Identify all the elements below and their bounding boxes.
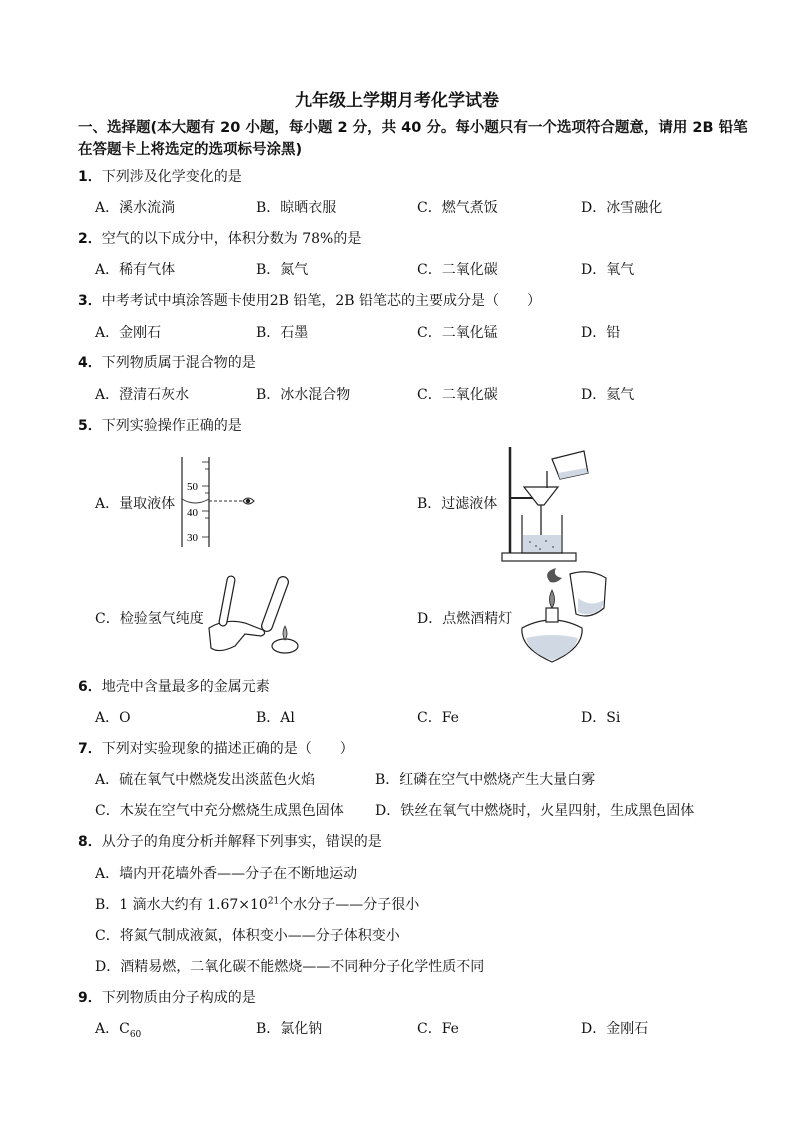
- option-c[interactable]: C．燃气煮饭: [417, 200, 498, 216]
- alcohol-lamp-figure: [512, 568, 612, 668]
- question-number: 6．: [78, 679, 102, 695]
- option-b[interactable]: B．Al: [256, 710, 295, 726]
- option-c[interactable]: C．二氧化锰: [417, 325, 498, 341]
- option-b[interactable]: [95, 894, 419, 914]
- page-title: 九年级上学期月考化学试卷: [295, 91, 499, 111]
- question-1: [78, 166, 242, 186]
- option-a[interactable]: A．量取液体: [95, 496, 176, 512]
- hydrogen-purity-figure: [205, 568, 325, 663]
- question-7: [78, 738, 354, 758]
- option-a[interactable]: A．稀有气体: [95, 262, 176, 278]
- option-a[interactable]: A．墙内开花墙外香——分子在不断地运动: [95, 866, 358, 882]
- question-number: 5．: [78, 418, 102, 434]
- cylinder-mark-30: 30: [187, 532, 198, 544]
- measuring-cylinder-figure: [180, 455, 270, 550]
- option-b-text-tail: 个水分子——分子很小: [279, 897, 420, 913]
- question-number: 2．: [78, 231, 102, 247]
- question-number: 7．: [78, 741, 102, 757]
- question-6: [78, 676, 270, 696]
- option-d[interactable]: D．Si: [581, 710, 621, 726]
- option-b[interactable]: B．石墨: [256, 325, 309, 341]
- option-d[interactable]: D．点燃酒精灯: [417, 611, 513, 627]
- option-b[interactable]: B．晾晒衣服: [256, 200, 337, 216]
- option-b[interactable]: B．氯化钠: [256, 1021, 323, 1037]
- option-d[interactable]: D．金刚石: [581, 1021, 649, 1037]
- option-d[interactable]: D．铅: [581, 325, 621, 341]
- option-c[interactable]: C．二氧化碳: [417, 262, 498, 278]
- option-c[interactable]: C．木炭在空气中充分燃烧生成黑色固体: [95, 803, 344, 819]
- question-stem: 下列对实验现象的描述正确的是（ ）: [101, 741, 354, 757]
- exponent: 21: [267, 896, 280, 907]
- question-stem: 中考考试中填涂答题卡使用2B 铅笔，2B 铅笔芯的主要成分是（ ）: [101, 293, 542, 309]
- question-stem: 下列物质由分子构成的是: [101, 990, 256, 1006]
- question-number: 3．: [78, 293, 102, 309]
- question-8: [78, 831, 382, 851]
- question-number: 9．: [78, 990, 102, 1006]
- question-number: 8．: [78, 834, 102, 850]
- question-stem: 下列物质属于混合物的是: [101, 355, 256, 371]
- question-2: [78, 228, 361, 248]
- question-number: 1．: [78, 169, 102, 185]
- option-b[interactable]: B．红磷在空气中燃烧产生大量白雾: [375, 772, 596, 788]
- option-a[interactable]: A．O: [95, 710, 131, 726]
- option-a[interactable]: A．金刚石: [95, 325, 162, 341]
- question-stem: 下列涉及化学变化的是: [101, 169, 242, 185]
- question-stem: 下列实验操作正确的是: [101, 418, 242, 434]
- option-c[interactable]: C．检验氢气纯度: [95, 611, 204, 627]
- option-b-text: B．1 滴水大约有 1.67×10: [95, 897, 268, 913]
- option-a[interactable]: A．硫在氧气中燃烧发出淡蓝色火焰: [95, 772, 316, 788]
- option-d[interactable]: D．酒精易燃，二氧化碳不能燃烧——不同种分子化学性质不同: [95, 959, 485, 975]
- question-stem: 空气的以下成分中，体积分数为 78%的是: [101, 231, 362, 247]
- question-4: [78, 352, 256, 372]
- filtration-figure: [500, 443, 600, 565]
- option-d[interactable]: D．氦气: [581, 387, 635, 403]
- option-d[interactable]: D．氧气: [581, 262, 635, 278]
- option-b[interactable]: B．氮气: [256, 262, 309, 278]
- question-number: 4．: [78, 355, 102, 371]
- option-c[interactable]: C．Fe: [417, 1021, 459, 1037]
- question-5: [78, 415, 242, 435]
- option-b[interactable]: B．冰水混合物: [256, 387, 351, 403]
- section-heading: 一、选择题(本大题有 20 小题，每小题 2 分，共 40 分。每小题只有一个选项符合题意，请用 2B 铅笔在答题卡上将选定的选项标号涂黑): [78, 120, 748, 158]
- option-c[interactable]: C．将氮气制成液氮，体积变小——分子体积变小: [95, 928, 400, 944]
- option-a[interactable]: A．澄清石灰水: [95, 387, 190, 403]
- option-a[interactable]: [95, 1018, 141, 1040]
- option-a[interactable]: A．溪水流淌: [95, 200, 176, 216]
- question-9: [78, 987, 256, 1007]
- cylinder-mark-50: 50: [187, 481, 198, 493]
- subscript: 60: [129, 1029, 142, 1040]
- question-stem: 地壳中含量最多的金属元素: [101, 679, 270, 695]
- question-stem: 从分子的角度分析并解释下列事实，错误的是: [101, 834, 382, 850]
- option-b[interactable]: B．过滤液体: [417, 496, 498, 512]
- option-c[interactable]: C．二氧化碳: [417, 387, 498, 403]
- option-d[interactable]: D．冰雪融化: [581, 200, 663, 216]
- option-a-text: A．C: [95, 1021, 130, 1037]
- eye-icon: [243, 498, 254, 504]
- cylinder-mark-40: 40: [187, 507, 198, 519]
- option-c[interactable]: C．Fe: [417, 710, 459, 726]
- option-d[interactable]: D．铁丝在氧气中燃烧时，火星四射，生成黑色固体: [375, 803, 695, 819]
- question-3: [78, 290, 541, 310]
